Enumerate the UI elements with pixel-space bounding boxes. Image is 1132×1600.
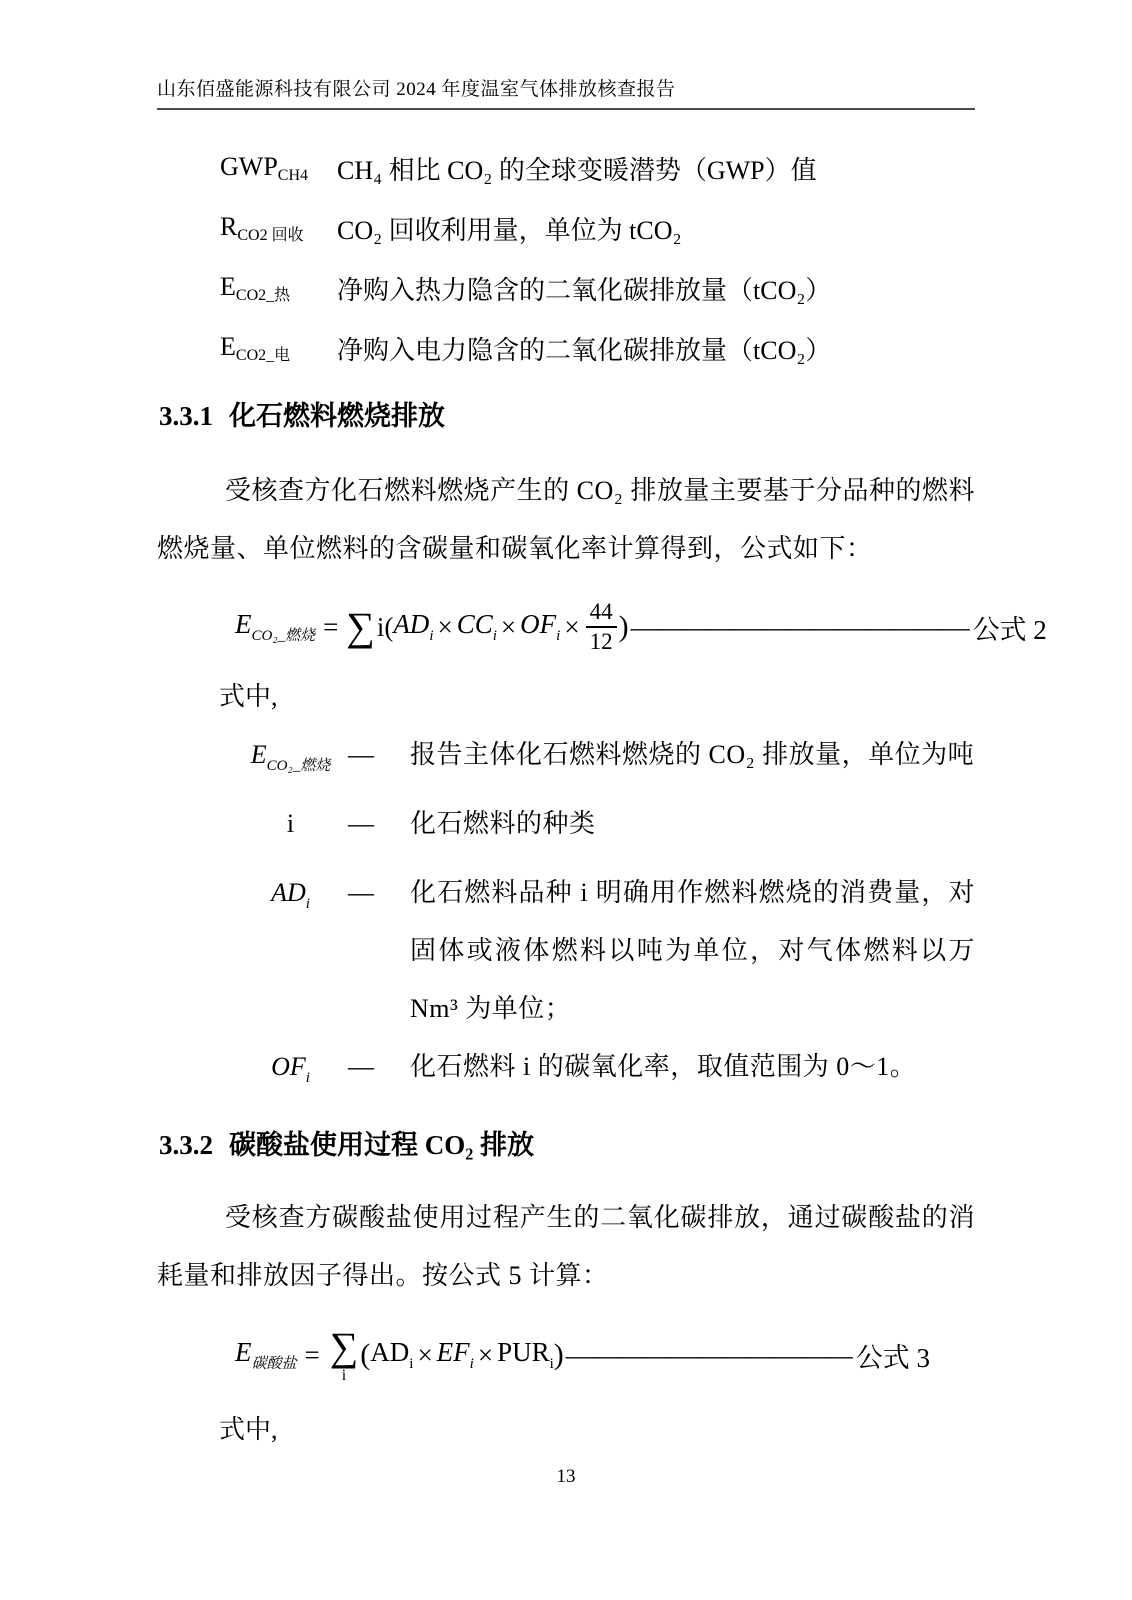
- variable-description: 化石燃料的种类: [410, 809, 596, 838]
- variable-row: [233, 1038, 975, 1107]
- definition-row: [220, 318, 975, 378]
- formula3-dash-leader: ———————————: [565, 1339, 852, 1370]
- section-title: 碳酸盐使用过程 CO₂ 排放: [229, 1130, 535, 1160]
- open-paren: (: [360, 1338, 371, 1371]
- definition-row: [220, 258, 975, 318]
- formula2-term-AD: $AD_i$: [393, 609, 434, 644]
- dash-separator: —: [348, 878, 374, 907]
- close-paren: ): [618, 610, 629, 643]
- variable-description: 报告主体化石燃料燃烧的 CO₂ 排放量，单位为吨: [410, 740, 975, 769]
- definition-description: 净购入电力隐含的二氧化碳排放量（tCO₂）: [337, 335, 832, 365]
- formula3-term-AD: $AD_i$: [370, 1337, 414, 1372]
- term-subscript: CO2_热: [235, 286, 291, 304]
- section-title: 化石燃料燃烧排放: [229, 401, 445, 431]
- equals-sign: =: [323, 611, 339, 642]
- formula2-term-CC: $CC_i$: [456, 609, 497, 644]
- definition-term: [220, 212, 337, 245]
- variable-symbol: $E_{CO_2\_燃烧}$: [250, 740, 331, 774]
- sigma-with-index: ∑ i: [329, 1323, 359, 1384]
- term-base: R: [220, 211, 238, 241]
- variable-description: 化石燃料品种 i 明确用作燃料燃烧的消费量，对固体或液体燃料以吨为单位，对气体燃料以万 Nm³ 为单位；: [410, 878, 975, 1023]
- section2-paragraph: 受核查方碳酸盐使用过程产生的二氧化碳排放，通过碳酸盐的消耗量和排放因子得出。按公式 5 计算：: [157, 1203, 975, 1290]
- sum-index: i(: [376, 611, 394, 642]
- term-subscript: CO2_电: [235, 346, 291, 364]
- header-rule: [157, 108, 975, 110]
- where-label: 式中,: [219, 1415, 278, 1444]
- term-base: E: [220, 271, 236, 301]
- definition-term: [220, 272, 337, 305]
- fraction-44-12: $\frac{44}{12}$: [586, 598, 617, 655]
- formula-3: [235, 1313, 975, 1397]
- variable-row: [233, 795, 975, 864]
- dash-separator: —: [348, 809, 374, 838]
- section-heading-3-3-1: [159, 398, 975, 434]
- times-sign: ×: [437, 611, 453, 642]
- definition-description: CO₂ 回收利用量，单位为 tCO₂: [337, 215, 682, 245]
- page-number: 13: [556, 1466, 576, 1487]
- dash-separator: —: [348, 740, 374, 769]
- variable-list: [157, 726, 975, 1107]
- formula2-lhs: $E_{CO_2\_燃烧}$: [235, 609, 316, 644]
- section-heading-3-3-2: [159, 1127, 975, 1163]
- definition-description: 净购入热力隐含的二氧化碳排放量（tCO₂）: [337, 275, 832, 305]
- variable-symbol: $AD_i$: [271, 878, 310, 912]
- header-title: 山东佰盛能源科技有限公司 2024 年度温室气体排放核查报告: [157, 79, 676, 100]
- variable-symbol: i: [286, 809, 295, 838]
- definition-description: CH₄ 相比 CO₂ 的全球变暖潜势（GWP）值: [337, 155, 817, 185]
- close-paren: ): [553, 1338, 564, 1371]
- formula2-label: 公式 2: [972, 614, 1047, 645]
- times-sign: ×: [500, 611, 517, 642]
- term-base: GWP: [220, 151, 278, 181]
- definition-term: [220, 152, 337, 185]
- formula3-label: 公式 3: [855, 1342, 931, 1373]
- variable-row: [233, 864, 975, 1038]
- sigma-symbol: ∑: [346, 604, 375, 649]
- term-base: E: [220, 331, 236, 361]
- section1-paragraph: 受核查方化石燃料燃烧产生的 CO₂ 排放量主要基于分品种的燃料燃烧量、单位燃料的含碳量和碳氧化率计算得到，公式如下：: [157, 476, 975, 563]
- section-number: 3.3.1: [159, 401, 213, 431]
- variable-description: 化石燃料 i 的碳氧化率，取值范围为 0～1。: [410, 1052, 917, 1081]
- term-subscript: CH4: [277, 166, 309, 184]
- definition-row: [220, 198, 975, 258]
- page-header: [157, 74, 975, 110]
- times-sign: ×: [417, 1339, 433, 1370]
- term-subscript: CO2 回收: [237, 226, 304, 244]
- dash-separator: —: [348, 1052, 374, 1081]
- times-sign: ×: [477, 1339, 494, 1370]
- section-number: 3.3.2: [159, 1130, 213, 1160]
- where-label: 式中,: [219, 682, 278, 711]
- times-sign: ×: [564, 611, 580, 642]
- formula-2: [235, 588, 1047, 666]
- equals-sign: =: [304, 1339, 320, 1370]
- formula3-lhs: $E_{碳酸盐}$: [235, 1337, 297, 1372]
- formula3-term-EF: $EF_i$: [436, 1337, 474, 1372]
- variable-row: [233, 726, 975, 795]
- variable-symbol: $OF_i$: [271, 1052, 310, 1086]
- formula2-dash-leader: —————————————: [630, 611, 969, 642]
- formula2-term-OF: $OF_i$: [520, 609, 561, 644]
- definitions-list: [157, 138, 975, 378]
- definition-row: [220, 138, 975, 198]
- formula3-term-PUR: $PUR_i$: [497, 1337, 554, 1372]
- definition-term: [220, 332, 337, 365]
